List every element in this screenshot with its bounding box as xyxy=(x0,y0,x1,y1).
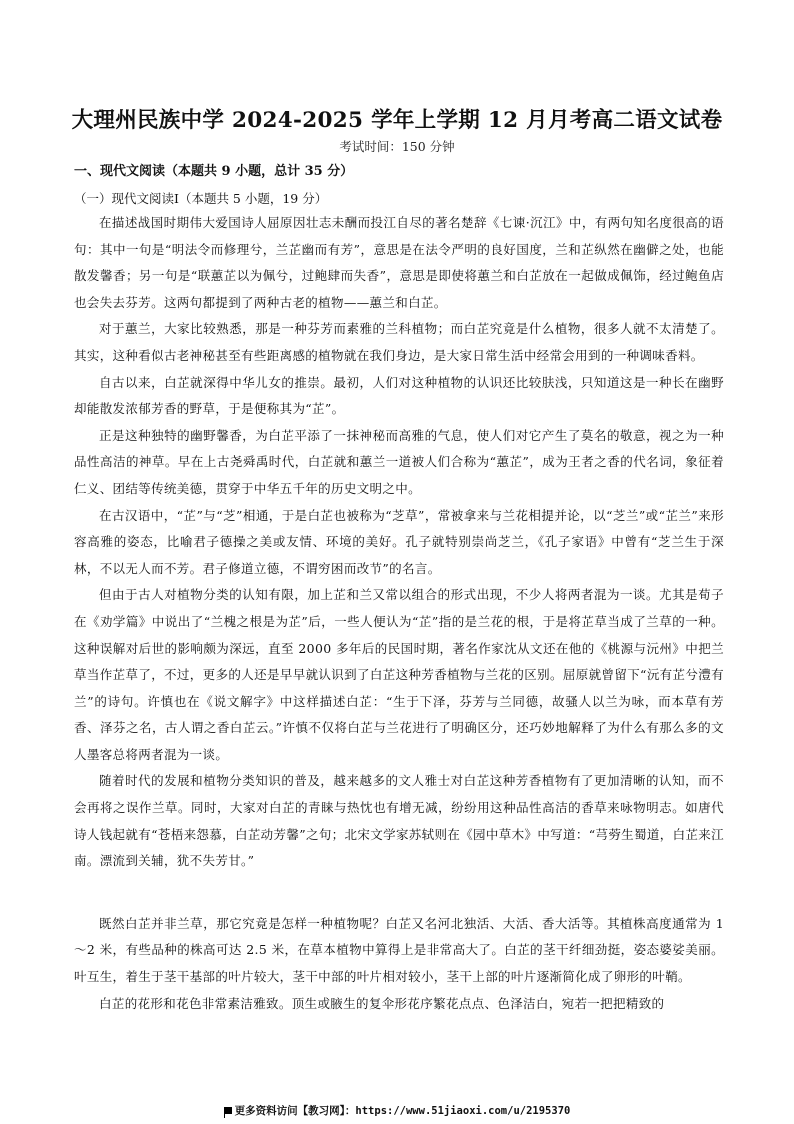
footer-link[interactable]: 更多资料访问【教习网】：https://www.51jiaoxi.com/u/2195370 xyxy=(234,1105,571,1117)
flag-icon xyxy=(224,1107,232,1114)
section-heading: 一、现代文阅读（本题共 9 小题，总计 35 分） xyxy=(74,164,354,179)
footer-link-line[interactable] xyxy=(0,1103,794,1118)
paragraph: 对于蕙兰，大家比较熟悉，那是一种芬芳而素雅的兰科植物；而白芷究竟是什么植物，很多人就不太清楚了。其实，这种看似古老神秘甚至有些距离感的植物就在我们身边，是大家日常生活中经常会用到的一种调味香料。 xyxy=(74,321,724,363)
reading-passage xyxy=(74,210,724,1017)
paragraph: 在描述战国时期伟大爱国诗人屈原因壮志未酬而投江自尽的著名楚辞《七谏·沉江》中，有两句知名度很高的语句：其中一句是“明法令而修理兮，兰芷幽而有芳”，意思是在法令严明的良好国度，兰和芷纵然在幽僻之处，也能散发馨香；另一句是“联蕙芷以为佩兮，过鲍肆而失香”，意思是即使将蕙兰和白芷放在一起做成佩饰，经过鲍鱼店也会失去芬芳。这两句都提到了两种古老的植物——蕙兰和白芷。 xyxy=(74,215,724,310)
paragraph: 在古汉语中，“芷”与“芝”相通，于是白芷也被称为“芝草”，常被拿来与兰花相提并论，以“芝兰”或“芷兰”来形容高雅的姿态，比喻君子德操之美或友情、环境的美好。孔子就特别崇尚芝兰，《孔子家语》中曾有“芝兰生于深林，不以无人而不芳。君子修道立德，不谓穷困而改节”的名言。 xyxy=(74,507,724,576)
paragraph: 正是这种独特的幽野馨香，为白芷平添了一抹神秘而高雅的气息，使人们对它产生了莫名的敬意，视之为一种品性高洁的神草。早在上古尧舜禹时代，白芷就和蕙兰一道被人们合称为“蕙芷”，成为王者之香的代名词，象征着仁义、团结等传统美德，贯穿于中华五千年的历史文明之中。 xyxy=(74,427,724,496)
paragraph-gap xyxy=(74,875,724,911)
paragraph: 但由于古人对植物分类的认知有限，加上芷和兰又常以组合的形式出现，不少人将两者混为一谈。尤其是荀子在《劝学篇》中说出了“兰槐之根是为芷”后，一些人便认为“芷”指的是兰花的根，于是将芷草当成了兰草的一种。这种误解对后世的影响颇为深远，直至 2000 多年后的民国时期，著名作家沈从文还在他的《桃源与沅州》中把兰草当作芷草了，不过，更多的人还是早早就认识到了白芷这种芳香植物与兰花的区别。屈原就曾留下“沅有芷兮澧有兰”的诗句。许慎也在《说文解字》中这样描述白芷：“生于下泽，芬芳与兰同德，故骚人以兰为咏，而本草有芳香、泽芬之名，古人谓之香白芷云。”许慎不仅将白芷与兰花进行了明确区分，还巧妙地解释了为什么有那么多的文人墨客总将两者混为一谈。 xyxy=(74,587,724,762)
paragraph: 随着时代的发展和植物分类知识的普及，越来越多的文人雅士对白芷这种芳香植物有了更加清晰的认知，而不会再将之误作兰草。同时，大家对白芷的青睐与热忱也有增无减，纷纷用这种品性高洁的香草来咏物明志。如唐代诗人钱起就有“苍梧来怨慕，白芷动芳馨”之句；北宋文学家苏轼则在《园中草木》中写道：“芎䓖生蜀道，白芷来江南。漂流到关辅，犹不失芳甘。” xyxy=(74,773,724,869)
exam-title: 大理州民族中学 2024-2025 学年上学期 12 月月考高二语文试卷 xyxy=(71,108,723,133)
sub-section-heading: （一）现代文阅读Ⅰ（本题共 5 小题，19 分） xyxy=(74,191,328,206)
paragraph: 既然白芷并非兰草，那它究竟是怎样一种植物呢？白芷又名河北独活、大活、香大活等。其植株高度通常为 1～2 米，有些品种的株高可达 2.5 米，在草本植物中算得上是非常高大了。白芷的茎干纤细劲挺，姿态婆娑美丽。叶互生，着生于茎干基部的叶片较大，茎干中部的叶片相对较小，茎干上部的叶片逐渐简化成了卵形的叶鞘。 xyxy=(74,915,724,985)
paragraph: 白芷的花形和花色非常素洁雅致。顶生或腋生的复伞形花序繁花点点、色泽洁白，宛若一把把精致的 xyxy=(99,995,665,1011)
exam-time: 考试时间：150 分钟 xyxy=(339,139,455,154)
paragraph: 自古以来，白芷就深得中华儿女的推崇。最初，人们对这种植物的认识还比较肤浅，只知道这是一种长在幽野却能散发浓郁芳香的野草，于是便称其为“芷”。 xyxy=(74,374,724,417)
